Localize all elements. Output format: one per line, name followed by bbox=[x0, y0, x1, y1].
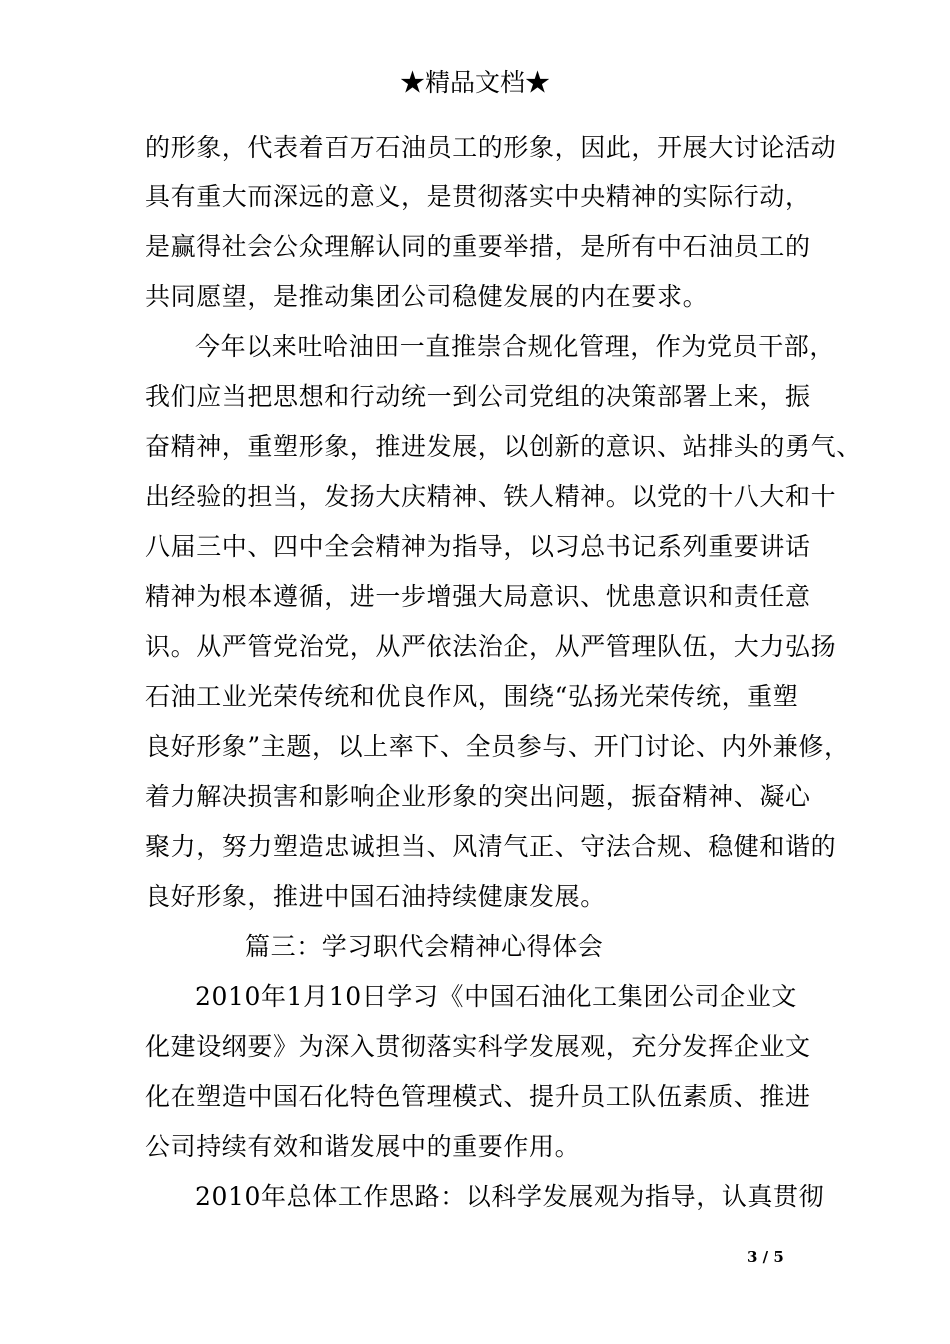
text-line: 的形象，代表着百万石油员工的形象，因此，开展大讨论活动 bbox=[145, 133, 837, 162]
text-line: 识。从严管党治党，从严依法治企，从严管理队伍，大力弘扬 bbox=[145, 632, 837, 661]
text-line: 我们应当把思想和行动统一到公司党组的决策部署上来，振 bbox=[145, 382, 811, 411]
page-number: 3 / 5 bbox=[747, 1248, 784, 1266]
text-line: 化在塑造中国石化特色管理模式、提升员工队伍素质、推进 bbox=[145, 1082, 811, 1111]
text-line-indented: 2010年总体工作思路：以科学发展观为指导，认真贯彻 bbox=[195, 1182, 825, 1211]
text-line: 公司持续有效和谐发展中的重要作用。 bbox=[145, 1132, 581, 1161]
text-line: 是赢得社会公众理解认同的重要举措，是所有中石油员工的 bbox=[145, 232, 811, 261]
text-line-indented: 2010年1月10日学习《中国石油化工集团公司企业文 bbox=[195, 982, 797, 1011]
text-line-indented: 今年以来吐哈油田一直推崇合规化管理，作为党员干部， bbox=[195, 332, 836, 361]
section-heading: 篇三：学习职代会精神心得体会 bbox=[245, 932, 604, 961]
text-line: 精神为根本遵循，进一步增强大局意识、忧患意识和责任意 bbox=[145, 582, 811, 611]
text-line: 出经验的担当，发扬大庆精神、铁人精神。以党的十八大和十 bbox=[145, 482, 837, 511]
text-line: 共同愿望，是推动集团公司稳健发展的内在要求。 bbox=[145, 282, 709, 311]
text-line: 八届三中、四中全会精神为指导，以习总书记系列重要讲话 bbox=[145, 532, 811, 561]
text-line: 奋精神，重塑形象，推进发展，以创新的意识、站排头的勇气、 bbox=[145, 432, 862, 461]
text-line: 良好形象，推进中国石油持续健康发展。 bbox=[145, 882, 606, 911]
page-header-title: ★精品文档★ bbox=[399, 68, 550, 97]
text-line: 石油工业光荣传统和优良作风，围绕“弘扬光荣传统，重塑 bbox=[145, 682, 799, 711]
text-line: 良好形象”主题，以上率下、全员参与、开门讨论、内外兼修， bbox=[145, 732, 850, 761]
text-line: 聚力，努力塑造忠诚担当、风清气正、守法合规、稳健和谐的 bbox=[145, 832, 837, 861]
text-line: 着力解决损害和影响企业形象的突出问题，振奋精神、凝心 bbox=[145, 782, 811, 811]
text-line: 具有重大而深远的意义，是贯彻落实中央精神的实际行动， bbox=[145, 182, 811, 211]
text-line: 化建设纲要》为深入贯彻落实科学发展观，充分发挥企业文 bbox=[145, 1032, 811, 1061]
